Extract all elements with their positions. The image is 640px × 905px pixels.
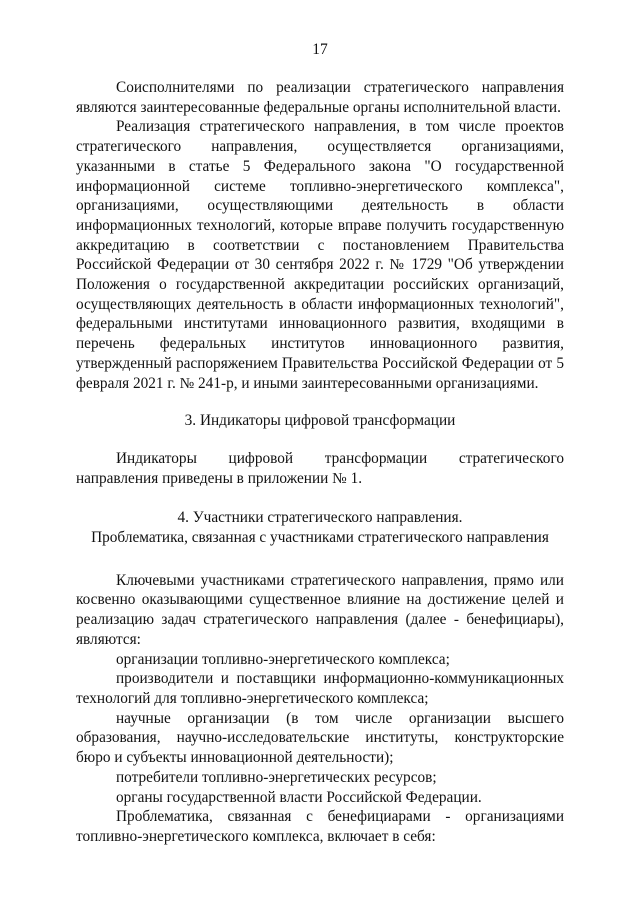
section-heading-participants-line1: 4. Участники стратегического направления.: [177, 509, 463, 527]
paragraph-key-participants: Ключевыми участниками стратегического направления, прямо или косвенно оказывающими существенное влияние на достижение целей и реализацию задач стратегического направления (далее - бенефициары), являются:: [76, 571, 564, 648]
list-item: научные организации (в том числе организации высшего образования, научно-исследовательские институты, конструкторские бюро и субъекты инновационной деятельности);: [76, 709, 564, 767]
beneficiaries-list: [76, 650, 564, 808]
page-number: 17: [312, 41, 328, 58]
list-item: организации топливно-энергетического комплекса;: [116, 650, 450, 668]
section-heading-indicators: 3. Индикаторы цифровой трансформации: [184, 412, 456, 430]
section-heading-participants-line2: Проблематика, связанная с участниками стратегического направления: [91, 529, 549, 547]
paragraph-implementation: Реализация стратегического направления, в том числе проектов стратегического направления, осуществляется организациями, указанными в статье 5 Федерального закона "О государственной информационной системе топливно-энергетического комплекса", организациями, осуществляющими деятельность в области информационных технологий, которые вправе получить государственную аккредитацию в соответствии с постановлением Правительства Российской Федерации от 30 сентября 2022 г. № 1729 "Об утверждении Положения о государственной аккредитации российских организаций, осуществляющих деятельность в области информационных технологий", федеральными институтами инновационного развития, входящими в перечень федеральных институтов инновационного развития, утвержденный распоряжением Правительства Российской Федерации от 5 февраля 2021 г. № 241-р, и иными заинтересованными организациями.: [76, 118, 564, 392]
paragraph-co-executors: Соисполнителями по реализации стратегического направления являются заинтересованные федеральные органы исполнительной власти.: [76, 79, 564, 116]
list-item: потребители топливно-энергетических ресурсов;: [116, 768, 437, 786]
paragraph-indicators: Индикаторы цифровой трансформации стратегического направления приведены в приложении № 1.: [76, 449, 564, 487]
section-heading-participants: [76, 508, 564, 547]
list-item: органы государственной власти Российской Федерации.: [116, 788, 482, 806]
paragraph-problems: Проблематика, связанная с бенефициарами - организациями топливно-энергетического комплекса, включает в себя:: [76, 808, 564, 845]
document-body: [76, 78, 564, 847]
list-item: производители и поставщики информационно-коммуникационных технологий для топливно-энергетического комплекса;: [76, 670, 564, 707]
